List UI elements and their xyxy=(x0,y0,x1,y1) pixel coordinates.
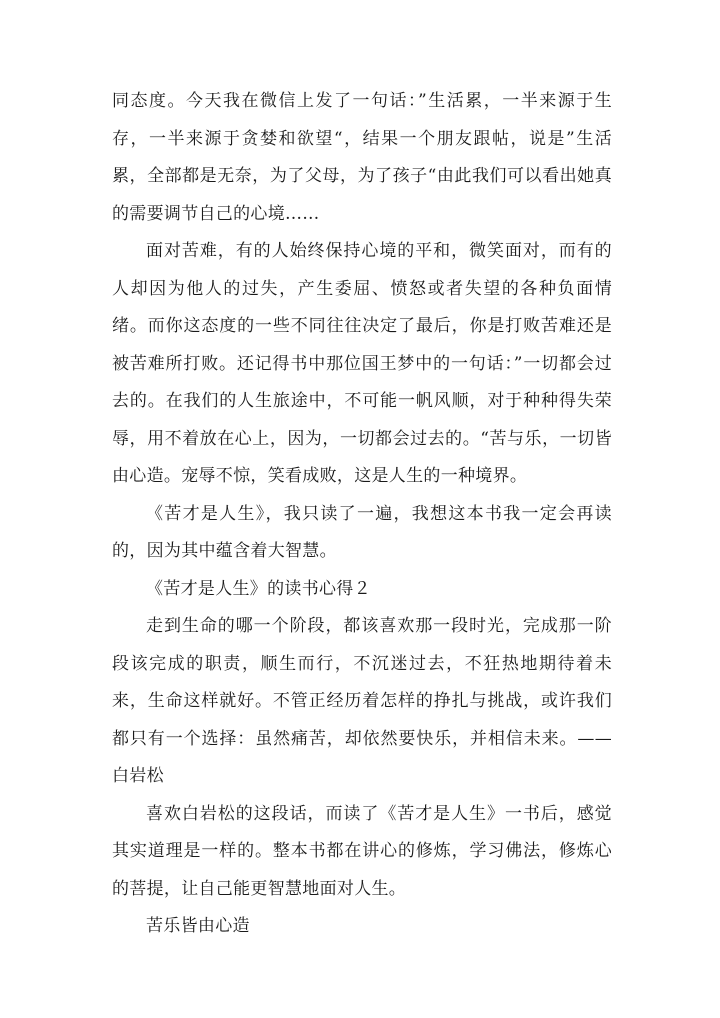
paragraph-book-reflection: 《苦才是人生》，我只读了一遍，我想这本书我一定会再读的，因为其中蕴含着大智慧。 xyxy=(112,503,612,561)
section-heading-joy-and-suffering: 苦乐皆由心造 xyxy=(146,916,250,936)
paragraph-heart-cultivation: 喜欢白岩松的这段话，而读了《苦才是人生》一书后，感觉其实道理是一样的。整本书都在讲心的修炼，学习佛法，修炼心的菩提，让自己能更智慧地面对人生。 xyxy=(112,803,612,899)
paragraph-continuation: 同态度。今天我在微信上发了一句话：”生活累，一半来源于生存，一半来源于贪婪和欲望“，结果一个朋友跟帖，说是”生活累，全部都是无奈，为了父母，为了孩子“由此我们可以看出她真的需要调节自己的心境…… xyxy=(112,91,612,224)
section-heading-reading-notes-2: 《苦才是人生》的读书心得２ xyxy=(146,578,371,599)
paragraph-facing-hardship: 面对苦难，有的人始终保持心境的平和，微笑面对，而有的人却因为他人的过失，产生委屈、愤怒或者失望的各种负面情绪。而你这态度的一些不同往往决定了最后，你是打败苦难还是被苦难所打败。还记得书中那位国王梦中的一句话：”一切都会过去的。在我们的人生旅途中，不可能一帆风顺，对于种种得失荣辱，用不着放在心上，因为，一切都会过去的。“苦与乐，一切皆由心造。宠辱不惊，笑看成败，这是人生的一种境界。 xyxy=(112,241,612,486)
paragraph-bai-yansong-quote: 走到生命的哪一个阶段，都该喜欢那一段时光，完成那一阶段该完成的职责，顺生而行，不沉迷过去，不狂热地期待着未来，生命这样就好。不管正经历着怎样的挣扎与挑战，或许我们都只有一个选择：虽然痛苦，却依然要快乐，并相信未来。——白岩松 xyxy=(112,616,612,786)
document-body xyxy=(112,83,612,946)
